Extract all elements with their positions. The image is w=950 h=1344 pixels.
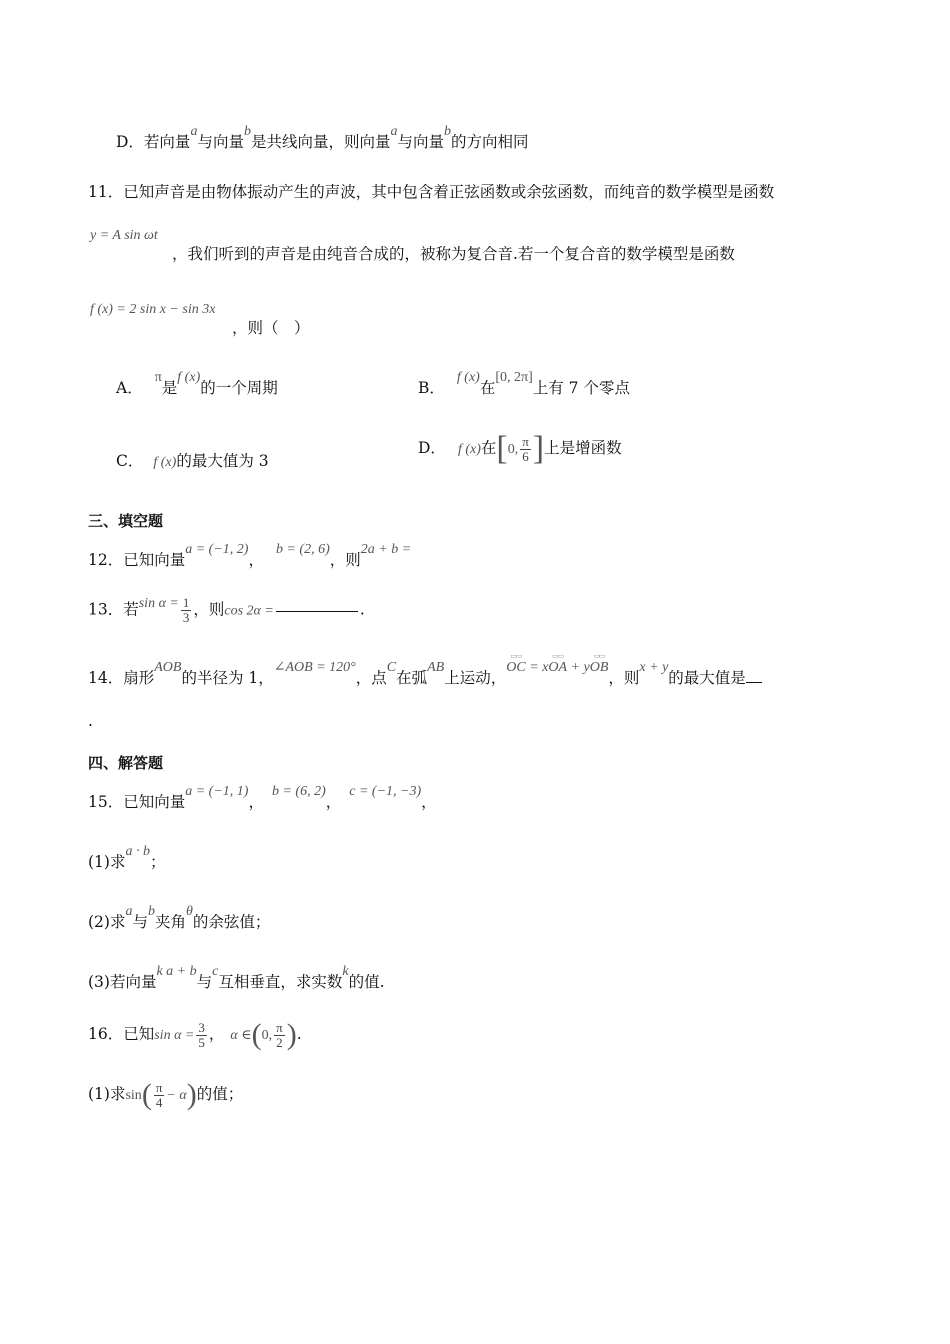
q11-stem-line1: 11．已知声音是由物体振动产生的声波，其中包含着正弦函数或余弦函数，而纯音的数学模型是函数 xyxy=(88,183,775,201)
q16-stem: 16．已知sin α = $\frac{3}{5}$ ， α ∈(0, $\frac{\pi}{2}$ ). xyxy=(88,1018,302,1051)
q14-end-period: . xyxy=(88,712,93,730)
q15-part3: (3)若向量k a + b与c互相垂直，求实数k的值. xyxy=(88,964,385,991)
q11-option-d: D． f (x)在[0, $\frac{\pi}{6}$ ]上是增函数 xyxy=(418,430,622,467)
section-fill-in-heading: 三、填空题 xyxy=(88,512,164,530)
q11-option-c: C． f (x)的最大值为 3 xyxy=(116,452,269,470)
q13-answer-blank[interactable] xyxy=(276,610,358,612)
q12: 12．已知向量a = (−1, 2)，b = (2, 6)，则2a + b = xyxy=(88,542,412,569)
q16-part1: (1)求sin( $\frac{\pi}{4}$ − α)的值； xyxy=(88,1078,244,1111)
q10-option-d: D．若向量a与向量b是共线向量，则向量a与向量b的方向相同 xyxy=(116,124,529,151)
q11-stem-line2: ，我们听到的声音是由纯音合成的，被称为复合音.若一个复合音的数学模型是函数 xyxy=(172,245,735,263)
section-answer-heading: 四、解答题 xyxy=(88,754,164,772)
q11-formula-pure-tone: y = A sin ωt xyxy=(90,228,158,243)
q15-part1: (1)求a · b； xyxy=(88,844,166,871)
q11-option-a: A．π是f (x)的一个周期 xyxy=(116,370,278,397)
q13: 13．若sin α = $\frac{1}{3}$ ，则cos 2α = . xyxy=(88,595,365,625)
q15-stem: 15．已知向量a = (−1, 1)，b = (6, 2)，c = (−1, −3)， xyxy=(88,784,437,811)
q11-formula-composite: f (x) = 2 sin x − sin 3x xyxy=(90,302,216,317)
q15-part2: (2)求a与b夹角θ的余弦值； xyxy=(88,904,271,931)
q14-answer-blank[interactable] xyxy=(746,668,762,683)
q11-option-b: B．f (x)在[0, 2π]上有 7 个零点 xyxy=(418,370,630,397)
q14: 14．扇形AOB的半径为 1，∠AOB = 120°，点C在弧AB上运动， ▭▭ OC = x ▭▭ OA + y ▭▭ OB，则x + y的最大值是 xyxy=(88,666,762,688)
q11-stem-line3: ，则（ ） xyxy=(232,319,310,337)
